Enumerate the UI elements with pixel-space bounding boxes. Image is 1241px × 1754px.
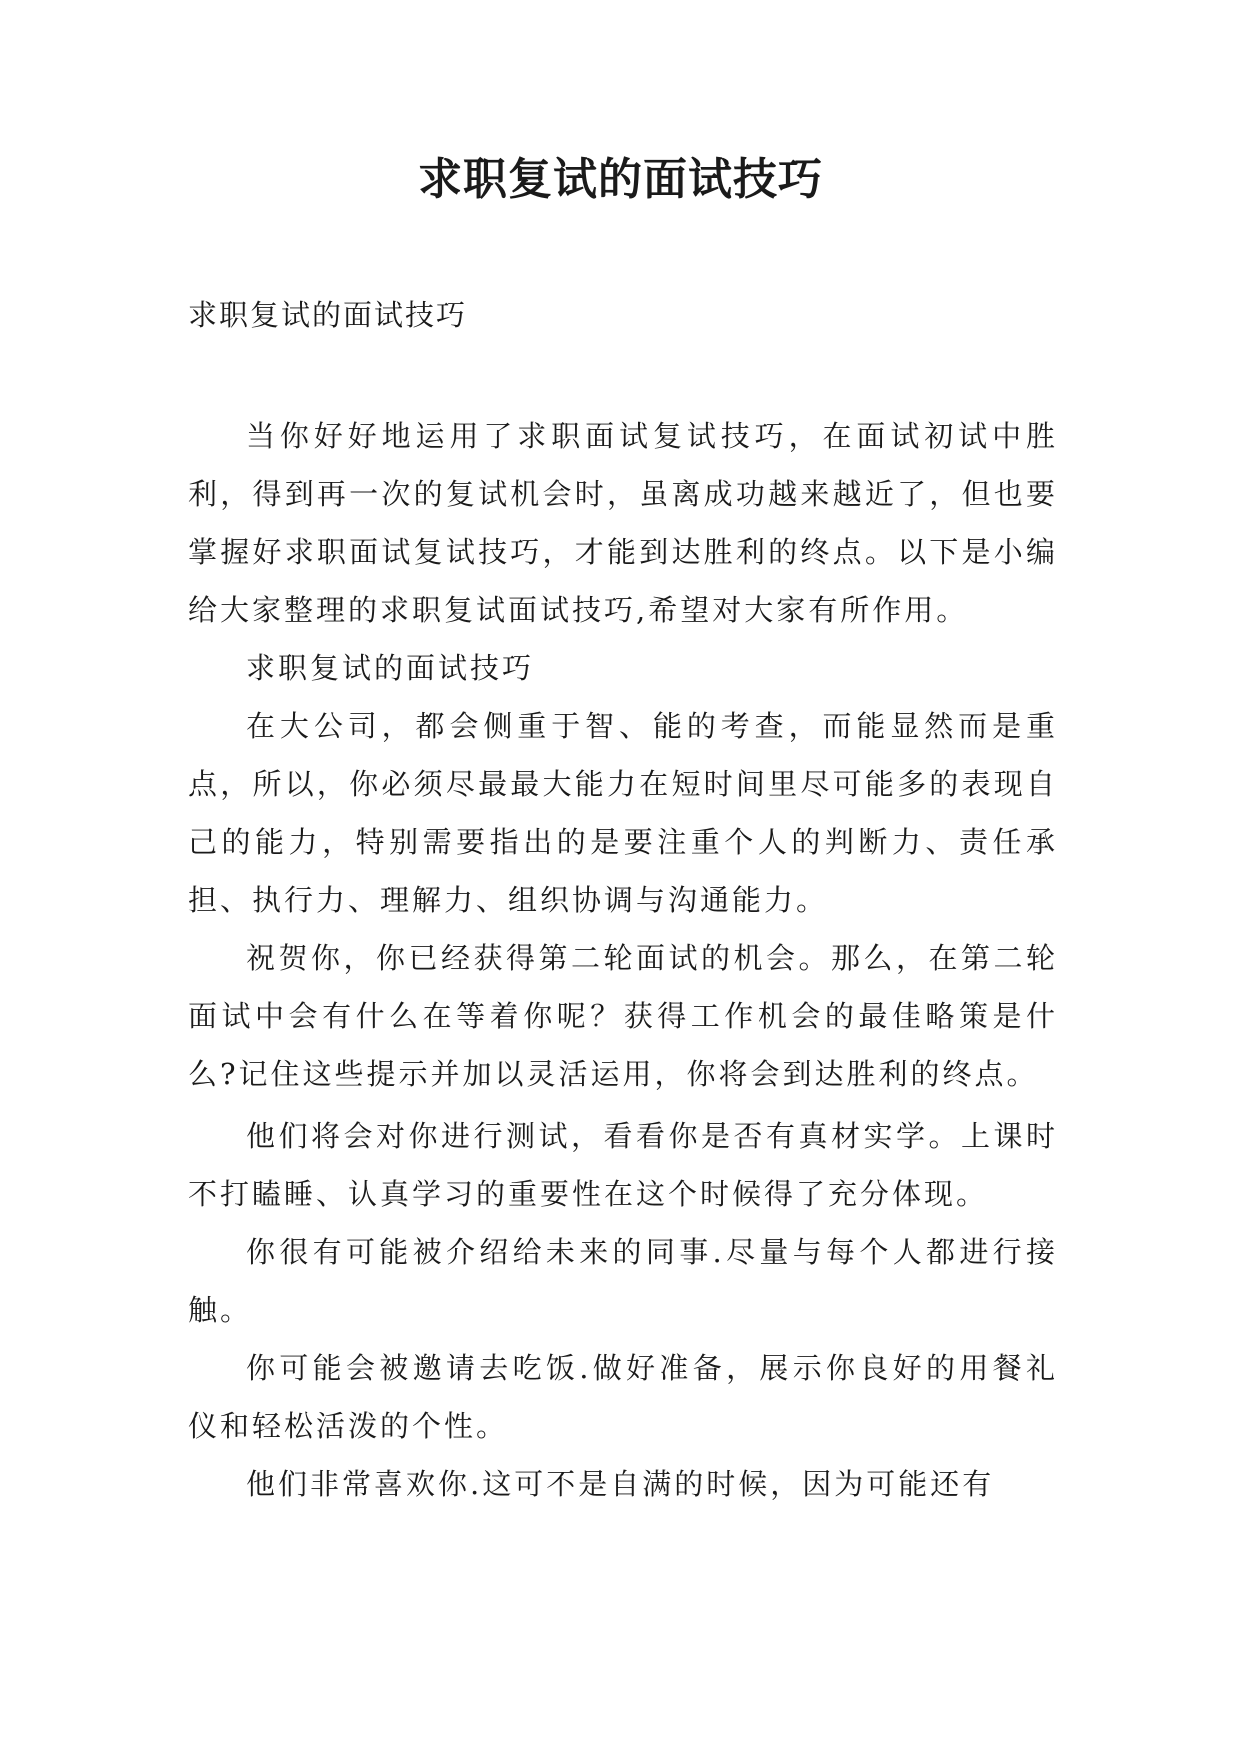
paragraph-intro: 当你好好地运用了求职面试复试技巧，在面试初试中胜利，得到再一次的复试机会时，虽离成功越来越近了，但也要掌握好求职面试复试技巧，才能到达胜利的终点。以下是小编给大家整理的求职复试面试技巧,希望对大家有所作用。 [188,419,1058,627]
paragraph-testing: 他们将会对你进行测试，看看你是否有真材实学。上课时不打瞌睡、认真学习的重要性在这个时候得了充分体现。 [188,1119,1058,1211]
paragraph-dinner: 你可能会被邀请去吃饭.做好准备，展示你良好的用餐礼仪和轻松活泼的个性。 [188,1351,1058,1443]
document-title: 求职复试的面试技巧 [418,154,823,205]
paragraph-colleagues: 你很有可能被介绍给未来的同事.尽量与每个人都进行接触。 [188,1235,1058,1327]
paragraph-congratulations: 祝贺你，你已经获得第二轮面试的机会。那么，在第二轮面试中会有什么在等着你呢？获得工作机会的最佳略策是什么?记住这些提示并加以灵活运用，你将会到达胜利的终点。 [188,941,1058,1091]
paragraph-section-heading: 求职复试的面试技巧 [246,651,535,685]
paragraph-they-like-you: 他们非常喜欢你.这可不是自满的时候，因为可能还有 [246,1467,995,1501]
paragraph-big-company: 在大公司，都会侧重于智、能的考查，而能显然而是重点，所以，你必须尽最最大能力在短时间里尽可能多的表现自己的能力，特别需要指出的是要注重个人的判断力、责任承担、执行力、理解力、组织协调与沟通能力。 [188,709,1058,917]
document-subtitle: 求职复试的面试技巧 [188,298,468,332]
document-body [188,407,1058,1513]
